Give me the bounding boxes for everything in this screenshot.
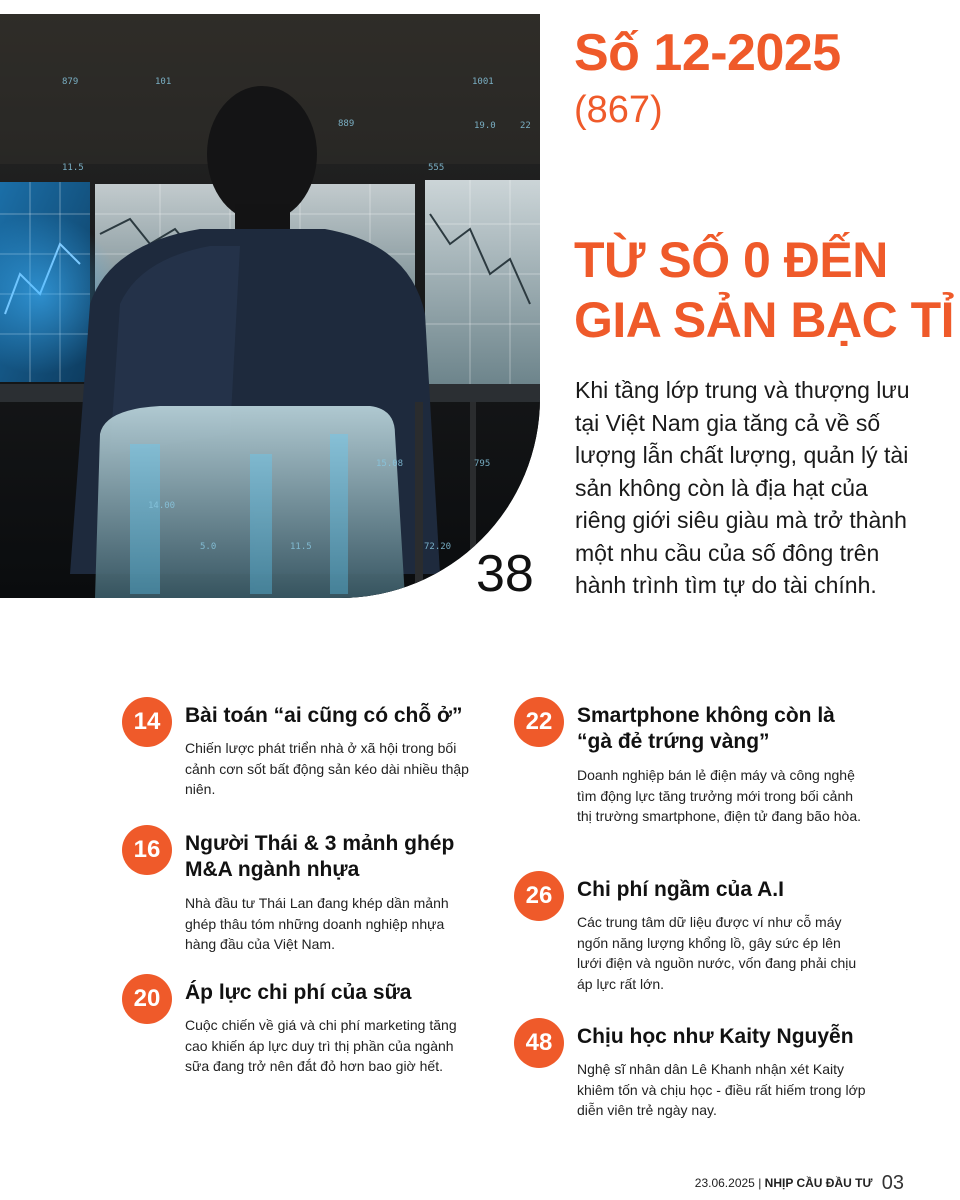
cover-story-page-number[interactable]: 38	[476, 545, 534, 603]
toc-description: Nhà đầu tư Thái Lan đang khép dần mảnh ghép thâu tóm những doanh nghiệp nhựa hàng đầu của Việt Nam.	[185, 895, 449, 952]
screen-number: 879	[62, 77, 79, 87]
footer-date: 23.06.2025	[694, 1176, 755, 1190]
toc-description: Cuộc chiến về giá và chi phí marketing tăng cao khiến áp lực duy trì thị phần của ngành sữa đang trở nên đắt đỏ hơn bao giờ hết.	[185, 1017, 457, 1074]
footer-separator: |	[758, 1176, 762, 1190]
footer-page-number: 03	[881, 1172, 904, 1194]
page-footer	[695, 1172, 904, 1195]
screen-number: 1001	[472, 77, 494, 87]
screen-number: 14.00	[148, 501, 176, 511]
person-head	[207, 86, 317, 222]
toc-description: Các trung tâm dữ liệu được ví như cỗ máy ngốn năng lượng khổng lồ, gây sức ép lên lưới điện và nguồn nước, vốn đang phải chịu áp lực rất lớn.	[577, 914, 857, 992]
screen-number: 72.20	[424, 542, 452, 552]
screen-number: 5.0	[200, 542, 217, 552]
toc-title: Áp lực chi phí của sữa	[185, 981, 412, 1004]
toc-page-badge: 22	[514, 697, 564, 747]
cover-story-headline[interactable]	[574, 230, 954, 350]
toc-page-badge: 16	[122, 825, 172, 875]
screen-number: 101	[155, 77, 172, 87]
toc-title: Chi phí ngầm của A.I	[577, 878, 784, 901]
issue-title: Số 12-2025	[574, 24, 841, 82]
headline-line: TỪ SỐ 0 ĐẾN	[574, 232, 888, 288]
screen-number: 795	[474, 459, 491, 469]
toc-title: Smartphone không còn là “gà đẻ trứng vàng”	[577, 704, 835, 753]
screen-number: 19.0	[474, 121, 496, 131]
toc-page-badge: 14	[122, 697, 172, 747]
toc-title: Người Thái & 3 mảnh ghép M&A ngành nhựa	[185, 832, 455, 881]
issue-number: (867)	[574, 89, 663, 131]
toc-page-badge: 48	[514, 1018, 564, 1068]
toc-title: Chịu học như Kaity Nguyễn	[577, 1025, 854, 1048]
screen-number: 15.08	[376, 459, 404, 469]
headline-line: GIA SẢN BẠC TỈ	[574, 292, 955, 348]
toc-description: Doanh nghiệp bán lẻ điện máy và công nghệ tìm động lực tăng trưởng mới trong bối cảnh thị trường smartphone, điện tử đang bão hòa.	[577, 767, 861, 824]
screen-number: 555	[428, 163, 445, 173]
screen-number: 11.5	[290, 542, 312, 552]
screen-number: 22	[520, 121, 531, 131]
screen-number: 11.5	[62, 163, 84, 173]
toc-description: Chiến lược phát triển nhà ở xã hội trong bối cảnh cơn sốt bất động sản kéo dài nhiều thập niên.	[185, 740, 469, 797]
toc-description: Nghệ sĩ nhân dân Lê Khanh nhận xét Kaity khiêm tốn và chịu học - điều rất hiếm trong lớp diễn viên trẻ ngày nay.	[577, 1061, 866, 1118]
screen-number: 889	[338, 119, 355, 129]
footer-brand: NHỊP CẦU ĐẦU TƯ	[764, 1176, 873, 1190]
cover-story-photo	[0, 14, 540, 603]
toc-page-badge: 26	[514, 871, 564, 921]
toc-page-badge: 20	[122, 974, 172, 1024]
cover-story-description: Khi tầng lớp trung và thượng lưu tại Việt Nam gia tăng cả về số lượng lẫn chất lượng, quản lý tài sản không còn là địa hạt của riêng giới siêu giàu mà trở thành một nhu cầu của số đông trên hành trình tìm tự do tài chính.	[575, 377, 910, 598]
toc-title: Bài toán “ai cũng có chỗ ở”	[185, 704, 463, 727]
